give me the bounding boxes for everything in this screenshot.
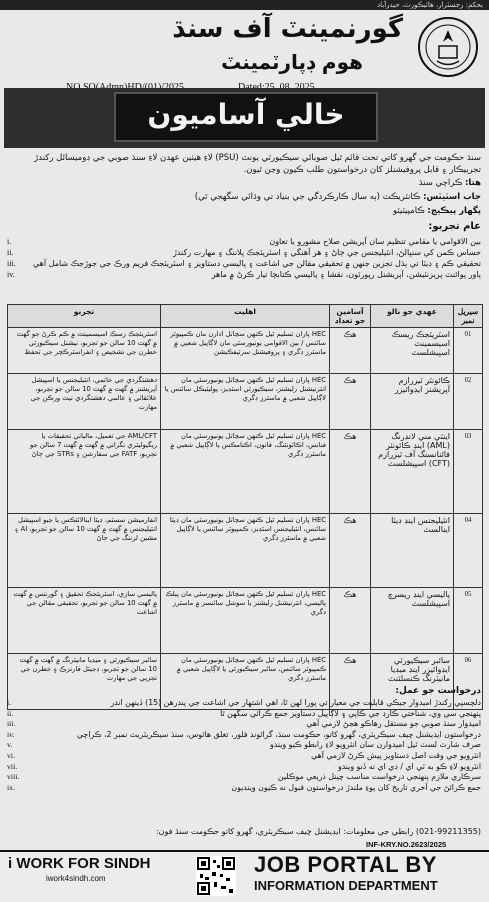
cell-count: هڪ	[330, 328, 371, 374]
posts-table	[7, 304, 483, 710]
list-item: انٽرويو لاءِ ڪو به ٽي اي / ڊي اي نه ڏنو ويندو vii.	[7, 761, 481, 771]
cell-qualification: HEC پاران تسليم ٿيل ڪنهن سڃاتل ادارن مان ڪمپيوٽر سائنس / بين الاقوامي يونيورسٽي مان لاڳاپيل شعبي ۾ ماسٽرز ڊگري ۽ پروفيشنل سرٽيفڪيشن	[161, 328, 330, 374]
cell-title: سائبر سيڪيورٽي ايڊوائيزر اينڊ ميڊيا مانيٽرنگ ڪنسلٽنٽ	[371, 654, 454, 710]
banner-box	[114, 92, 378, 142]
cell-serial: 04	[454, 514, 483, 588]
qr-code-icon	[196, 856, 236, 896]
vacancies-title: خالي آساميون	[147, 98, 345, 131]
header-qualification: اهليت	[161, 305, 330, 328]
location-label: هتا:	[465, 178, 481, 188]
application-process-title: درخواست جو عمل:	[395, 686, 481, 696]
location-row	[419, 178, 481, 188]
table-row	[8, 328, 483, 374]
list-item: دلچسپي رکندڙ اميدوار جيڪي قابليت جي معيار تي پورا لهن ٿا، اهي اشتهار جي اشاعت جي پندرهن (15) ڏينهن اندر i.	[7, 698, 481, 707]
list-item: انٽرويو جي وقت اصل دستاويز پيش ڪرڻ لازمي آهي vi.	[7, 750, 481, 760]
package-value: ڪامپيٽيٽو	[392, 206, 425, 216]
table-row	[8, 514, 483, 588]
list-item: جمع ڪرائڻ جي آخري تاريخ کان پوءِ ملندڙ درخواستون قبول نه ڪيون وينديون ix.	[7, 782, 481, 792]
table-row	[8, 430, 483, 514]
work-for-sindh-text: WORK FOR SINDH	[16, 855, 151, 872]
cell-count: هڪ	[330, 430, 371, 514]
header-count: آسامين جو تعداد	[330, 305, 371, 328]
cell-serial: 06	[454, 654, 483, 710]
cell-serial: 01	[454, 328, 483, 374]
cell-title: اسٽريٽجڪ ريسڪ اسيسمينٽ اسپيشلسٽ	[371, 328, 454, 374]
cell-qualification: HEC پاران تسليم ٿيل ڪنهن سڃاتل يونيورسٽي مان انٽرنيشنل رليشنز، سيڪيورٽي اسٽڊيز، پوليٽيڪل سائنس يا لاڳاپيل شعبي ۾ ماسٽرز ڊگري	[161, 374, 330, 430]
cell-title: پاليسي اينڊ ريسرچ اسپيشلسٽ	[371, 588, 454, 654]
cell-experience: پاليسي سازي، اسٽريٽجڪ تحقيق ۽ گورننس ۾ گهٽ ۾ گهٽ 10 سالن جو تجربو، تحقيقي مقالن جي اشاعت	[8, 588, 161, 654]
intro-paragraph: سنڌ حڪومت جي گهرو کاتي تحت قائم ٿيل صوبائي سيڪيورٽي يونٽ (PSU) لاءِ هيٺين عهدن لاءِ سنڌ صوبي جي ڊوميسائل رکندڙ تجربيڪار ۽ قابل پروفيشنلز کان درخواستون طلب ڪيون وڃن ٿيون.	[34, 153, 481, 175]
experience-label: عام تجربو:	[428, 221, 481, 232]
government-title: گورنمينٽ آف سنڌ	[172, 14, 403, 44]
cell-qualification: HEC پاران تسليم ٿيل ڪنهن سڃاتل يونيورسٽي مان ڪمپيوٽر سائنس، سائبر سيڪيورٽي يا لاڳاپيل شعبي ۾ ماسٽرز ڊگري	[161, 654, 330, 710]
package-label: پگهار پيڪيج:	[427, 206, 481, 216]
cell-experience: سائبر سيڪيورٽي ۽ ميڊيا مانيٽرنگ ۾ گهٽ ۾ گهٽ 10 سالن جو تجربو، ڊجيٽل فارنزڪ ۽ خطرن جي تجزيي جي مهارت	[8, 654, 161, 710]
information-department-text: INFORMATION DEPARTMENT	[254, 878, 438, 893]
cell-count: هڪ	[330, 374, 371, 430]
sindh-government-seal-icon	[417, 16, 479, 78]
cell-experience: دهشتگردي جي خاتمي، انٽيليجنس يا اسپيشل آپريشنز ۾ گهٽ ۾ گهٽ 10 سالن جو تجربو، علائقائي ۽ عالمي دهشتگردي نيٽ ورڪن جي مهارت	[8, 374, 161, 430]
cell-title: ڪائونٽر ٽيررازم آپريشنز ايڊوائيزر	[371, 374, 454, 430]
i-icon: i	[8, 855, 17, 872]
list-item: صرف شارٽ لسٽ ٿيل اميدوارن سان انٽرويو لاءِ رابطو ڪيو ويندو v.	[7, 740, 481, 750]
table-row	[8, 374, 483, 430]
list-item: سرڪاري ملازم پنهنجي درخواست مناسب چينل ذريعي موڪلين viii.	[7, 772, 481, 782]
cell-count: هڪ	[330, 588, 371, 654]
footer-banner	[0, 850, 489, 902]
job-status-row	[195, 192, 481, 202]
requirement-item: تحقيقي ڪم ۽ ڊيٽا تي ٻڌل تجزين جنهن ۾ تحقيقي مقالن جي اشاعت ۽ پاليسي دستاويز ۽ اسٽريٽجڪ فريم ورڪ جي جوڙجڪ شامل آهي iii.	[7, 259, 481, 268]
department-title: هوم ڊپارٽمينٽ	[221, 50, 363, 74]
top-strip: بحکم: رجسٽرار، هائيڪورٽ، حيدرآباد	[0, 0, 489, 10]
work-for-sindh-logo	[8, 855, 151, 872]
requirement-item: بين الاقوامي يا مقامي تنظيم سان آپريشن صلاح مشورو يا تعاون i.	[7, 237, 481, 246]
table-row	[8, 588, 483, 654]
package-row	[393, 206, 481, 216]
location-value: ڪراچي سنڌ	[418, 178, 463, 188]
inf-kry-number: INF-KRY.NO.2623/2025	[366, 840, 447, 849]
cell-count: هڪ	[330, 514, 371, 588]
cell-experience: AML/CFT جي تعميل، مالياتي تحقيقات يا ريگيوليٽري نگراني ۾ گهٽ ۾ گهٽ 7 سالن جو تجربو، FATF جي سفارشن ۽ STRs جي ڄاڻ	[8, 430, 161, 514]
job-status-value: ڪانٽريڪٽ (ٻه سال ڪارڪردگي جي بنياد تي وڌائي سگهجي ٿي)	[194, 192, 421, 202]
job-portal-text: JOB PORTAL BY	[254, 852, 437, 877]
general-requirements	[7, 236, 481, 280]
cell-experience: اسٽريٽجڪ رسڪ اسيسمينٽ ۾ ڪم ڪرڻ جو گهٽ ۾ گهٽ 10 سالن جو تجربو، نيشنل سيڪيورٽي خطرن جي تشخيص ۽ انفراسٽرڪچر جي تحفظ	[8, 328, 161, 374]
list-item: پنهنجي سي وي، شناختي ڪارڊ جي ڪاپي ۽ لاڳاپيل دستاويز جمع ڪرائي سگهن ٿا ii.	[7, 708, 481, 718]
experience-row	[428, 221, 481, 232]
cell-title: انٽيليجنس اينڊ ڊيٽا اينالسٽ	[371, 514, 454, 588]
cell-serial: 03	[454, 430, 483, 514]
contact-phone: (021-99211355) رابطي جي معلومات: ايڊيشنل چيف سيڪريٽري، گهرو کاتو حڪومت سنڌ فون:	[155, 827, 481, 836]
vacancies-banner	[4, 88, 485, 148]
list-item: اميدوار سنڌ صوبي جو مستقل رهاڪو هجڻ لازمي آهي iii.	[7, 719, 481, 729]
cell-qualification: HEC پاران تسليم ٿيل ڪنهن سڃاتل يونيورسٽي مان ڊيٽا سائنس، انٽيليجنس اسٽڊيز، ڪمپيوٽر سائنس يا لاڳاپيل شعبي ۾ ماسٽرز ڊگري	[161, 514, 330, 588]
cell-qualification: HEC پاران تسليم ٿيل ڪنهن سڃاتل يونيورسٽي مان پبلڪ پاليسي، انٽرنيشنل رليشنز يا سوشل سائنسز ۾ ماسٽرز ڊگري	[161, 588, 330, 654]
list-item: درخواستون ايڊيشنل چيف سيڪريٽري، گهرو کاتو، حڪومت سنڌ، گرائونڊ فلور، تغلق هائوس، سنڌ سيڪريٽريٽ نمبر 2، ڪراچي iv.	[7, 729, 481, 739]
table-header-row	[8, 305, 483, 328]
cell-qualification: HEC پاران تسليم ٿيل ڪنهن سڃاتل يونيورسٽي مان فنانس، اڪائونٽنگ، قانون، اڪنامڪس يا لاڳاپيل شعبي ۾ ماسٽرز ڊگري	[161, 430, 330, 514]
cell-experience: انفارميشن سسٽم، ڊيٽا اينالائٽڪس يا جيو اسپيشل انٽيليجنس ۾ گهٽ ۾ گهٽ 10 سالن جو تجربو، AI ۽ مشين لرننگ جي ڄاڻ	[8, 514, 161, 588]
job-status-label: جاب اسٽيٽس:	[423, 192, 481, 202]
portal-url[interactable]: iwork4sindh.com	[46, 874, 106, 883]
header-serial: سيريل نمبر	[454, 305, 483, 328]
requirement-item: پاور پوائنٽ پريزنٽيشن، آپريشنل رپورٽون، نقشا ۽ پاليسي ڪتابچا تيار ڪرڻ ۾ ماهر iv.	[7, 270, 481, 279]
application-process-list	[7, 698, 481, 793]
cell-serial: 05	[454, 588, 483, 654]
header-experience: تجربو	[8, 305, 161, 328]
cell-title: اينٽي مني لانڊرنگ (AML) اينڊ ڪائونٽر فائنانسنگ آف ٽيررازم (CFT) اسپيشلسٽ	[371, 430, 454, 514]
cell-count: هڪ	[330, 654, 371, 710]
cell-serial: 02	[454, 374, 483, 430]
header-post-title: عهدي جو نالو	[371, 305, 454, 328]
requirement-item: حساس ڪمن کي سنڀالڻ، انٽيليجنس جي ڄاڻ ۽ هر آهنگي ۽ اسٽريٽجڪ پلاننگ ۽ مهارت رکندڙ ii.	[7, 248, 481, 257]
